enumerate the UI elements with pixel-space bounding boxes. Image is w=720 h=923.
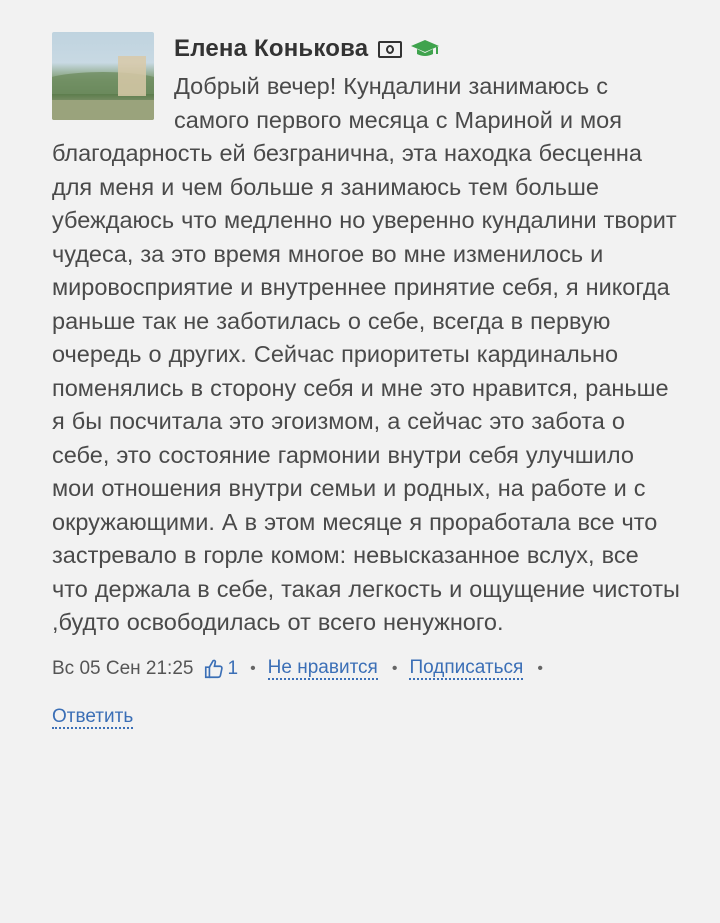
author-line [174, 28, 680, 70]
separator-dot: • [391, 659, 398, 677]
like-count: 1 [227, 657, 239, 679]
separator-dot: • [537, 659, 543, 677]
like-button[interactable] [203, 658, 238, 680]
graduation-cap-icon [410, 39, 440, 59]
comment-date: Вс 05 Сен 21:25 [52, 657, 194, 679]
thumbs-up-icon [203, 658, 225, 680]
author-name[interactable]: Елена Конькова [174, 35, 369, 62]
comment-meta [52, 654, 680, 684]
separator-dot: • [250, 659, 256, 677]
subscribe-link[interactable]: Подписаться [409, 656, 524, 678]
id-card-icon [378, 41, 402, 58]
reply-link[interactable]: Ответить [52, 705, 134, 727]
dislike-link[interactable]: Не нравится [267, 656, 378, 678]
reply-row [52, 706, 680, 728]
avatar[interactable] [52, 32, 154, 120]
comment-text: Добрый вечер! Кундалини занимаюсь с самого первого месяца с Мариной и моя благодарность ей безгранична, эта находка бесценна для меня и чем больше я занимаюсь тем больше убеждаюсь что медленно но уверенно кундалини творит чудеса, за это время многое во мне изменилось и мировосприятие и внутреннее принятие себя, я никогда раньше так не заботилась о себе, всегда в первую очередь о других. Сейчас приоритеты кардинально поменялись в сторону себя и мне это нравится, раньше я бы посчитала это эгоизмом, а сейчас это забота о себе, это состояние гармонии внутри себя улучшило мои отношения внутри семьи и родных, на работе и с окружающими. А в этом месяце я проработала все что застревало в горле комом: невысказанное вслух, все что держала в себе, такая легкость и ощущение чистоты ,будто освободилась от всего ненужного. [52, 73, 687, 635]
